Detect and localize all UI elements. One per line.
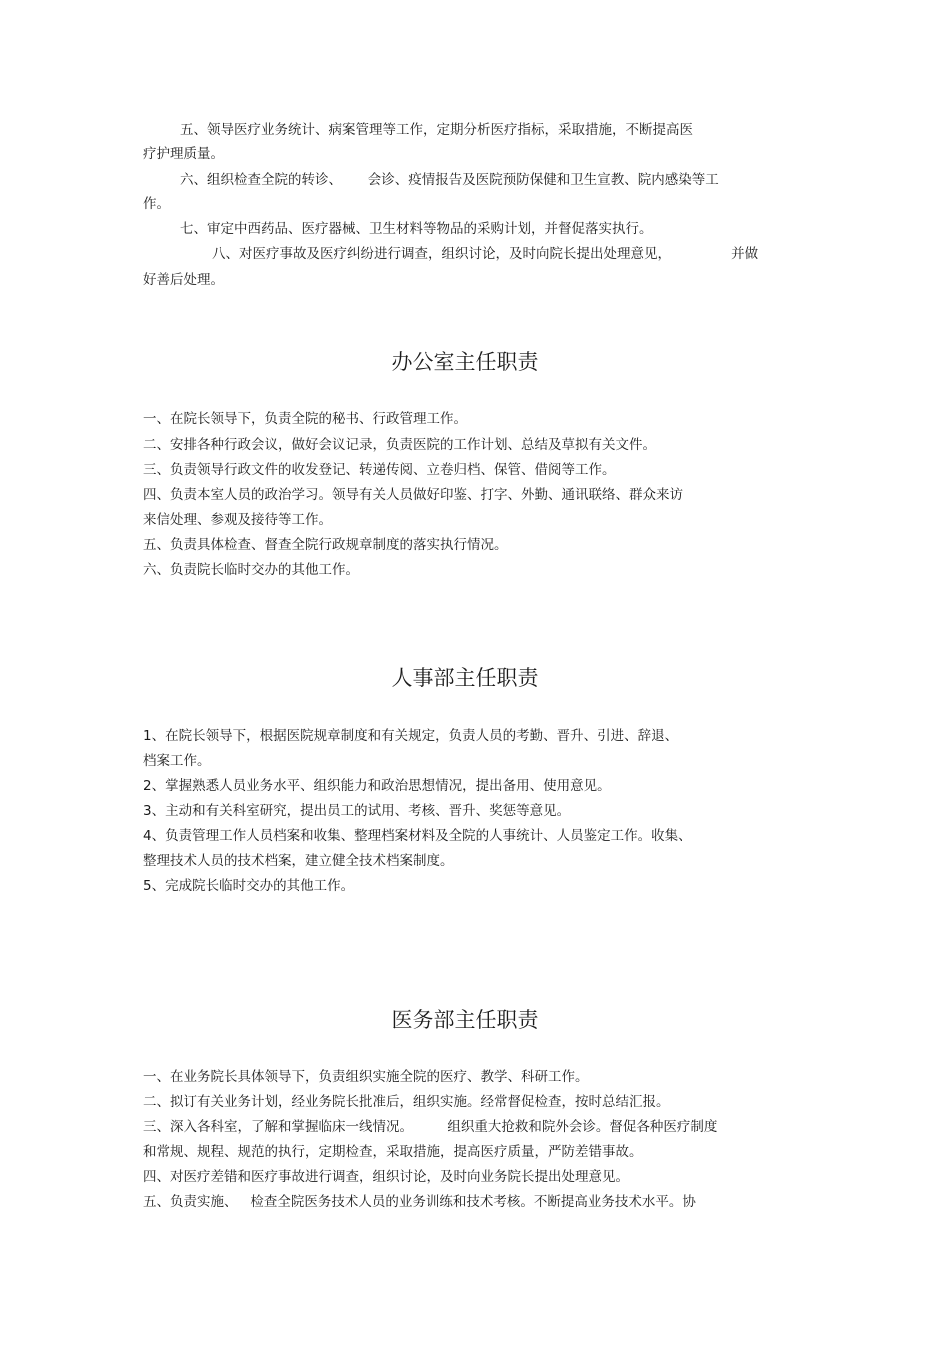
office-line-3: 三、负责领导行政文件的收发登记、转递传阅、立卷归档、保管、借阅等工作。 (143, 462, 616, 478)
medical-line-1: 一、在业务院长具体领导下，负责组织实施全院的医疗、教学、科研工作。 (143, 1069, 589, 1085)
intro-line-3: 六、组织检查全院的转诊、 会诊、疫情报告及医院预防保健和卫生宣教、院内感染等工 (180, 172, 719, 188)
hr-line-5: 4、负责管理工作人员档案和收集、整理档案材料及全院的人事统计、人员鉴定工作。收集、 (143, 828, 692, 844)
intro-line-7: 好善后处理。 (143, 272, 224, 288)
hr-line-1: 1、在院长领导下，根据医院规章制度和有关规定，负责人员的考勤、晋升、引进、辞退、 (143, 728, 679, 744)
intro-line-5: 七、审定中西药品、医疗器械、卫生材料等物品的采购计划，并督促落实执行。 (180, 221, 653, 237)
intro-line-2: 疗护理质量。 (143, 146, 224, 162)
hr-line-2: 档案工作。 (143, 753, 211, 769)
hr-line-3: 2、掌握熟悉人员业务水平、组织能力和政治思想情况，提出备用、使用意见。 (143, 778, 611, 794)
hr-section-title: 人事部主任职责 (391, 666, 539, 690)
medical-line-4: 和常规、规程、规范的执行，定期检查，采取措施，提高医疗质量，严防差错事故。 (143, 1144, 643, 1160)
office-line-7: 六、负责院长临时交办的其他工作。 (143, 562, 359, 578)
medical-line-2: 二、拟订有关业务计划，经业务院长批准后，组织实施。经常督促检查，按时总结汇报。 (143, 1094, 670, 1110)
hr-line-7: 5、完成院长临时交办的其他工作。 (143, 878, 355, 894)
medical-line-3: 三、深入各科室，了解和掌握临床一线情况。 组织重大抢救和院外会诊。督促各种医疗制度 (143, 1119, 718, 1135)
intro-line-6: 八、对医疗事故及医疗纠纷进行调查，组织讨论，及时向院长提出处理意见， 并做 (212, 246, 759, 262)
office-section-title: 办公室主任职责 (391, 350, 539, 374)
office-line-4: 四、负责本室人员的政治学习。领导有关人员做好印鉴、打字、外勤、通讯联络、群众来访 (143, 487, 683, 503)
office-line-2: 二、安排各种行政会议，做好会议记录，负责医院的工作计划、总结及草拟有关文件。 (143, 437, 656, 453)
medical-line-6: 五、负责实施、 检查全院医务技术人员的业务训练和技术考核。不断提高业务技术水平。协 (143, 1194, 696, 1210)
hr-line-4: 3、主动和有关科室研究，提出员工的试用、考核、晋升、奖惩等意见。 (143, 803, 571, 819)
intro-line-1: 五、领导医疗业务统计、病案管理等工作，定期分析医疗指标，采取措施，不断提高医 (180, 122, 693, 138)
office-line-5: 来信处理、参观及接待等工作。 (143, 512, 332, 528)
medical-section-title: 医务部主任职责 (391, 1008, 539, 1032)
medical-line-5: 四、对医疗差错和医疗事故进行调查，组织讨论，及时向业务院长提出处理意见。 (143, 1169, 629, 1185)
office-line-6: 五、负责具体检查、督查全院行政规章制度的落实执行情况。 (143, 537, 508, 553)
hr-line-6: 整理技术人员的技术档案，建立健全技术档案制度。 (143, 853, 454, 869)
office-line-1: 一、在院长领导下，负责全院的秘书、行政管理工作。 (143, 411, 467, 427)
intro-line-4: 作。 (143, 196, 170, 212)
